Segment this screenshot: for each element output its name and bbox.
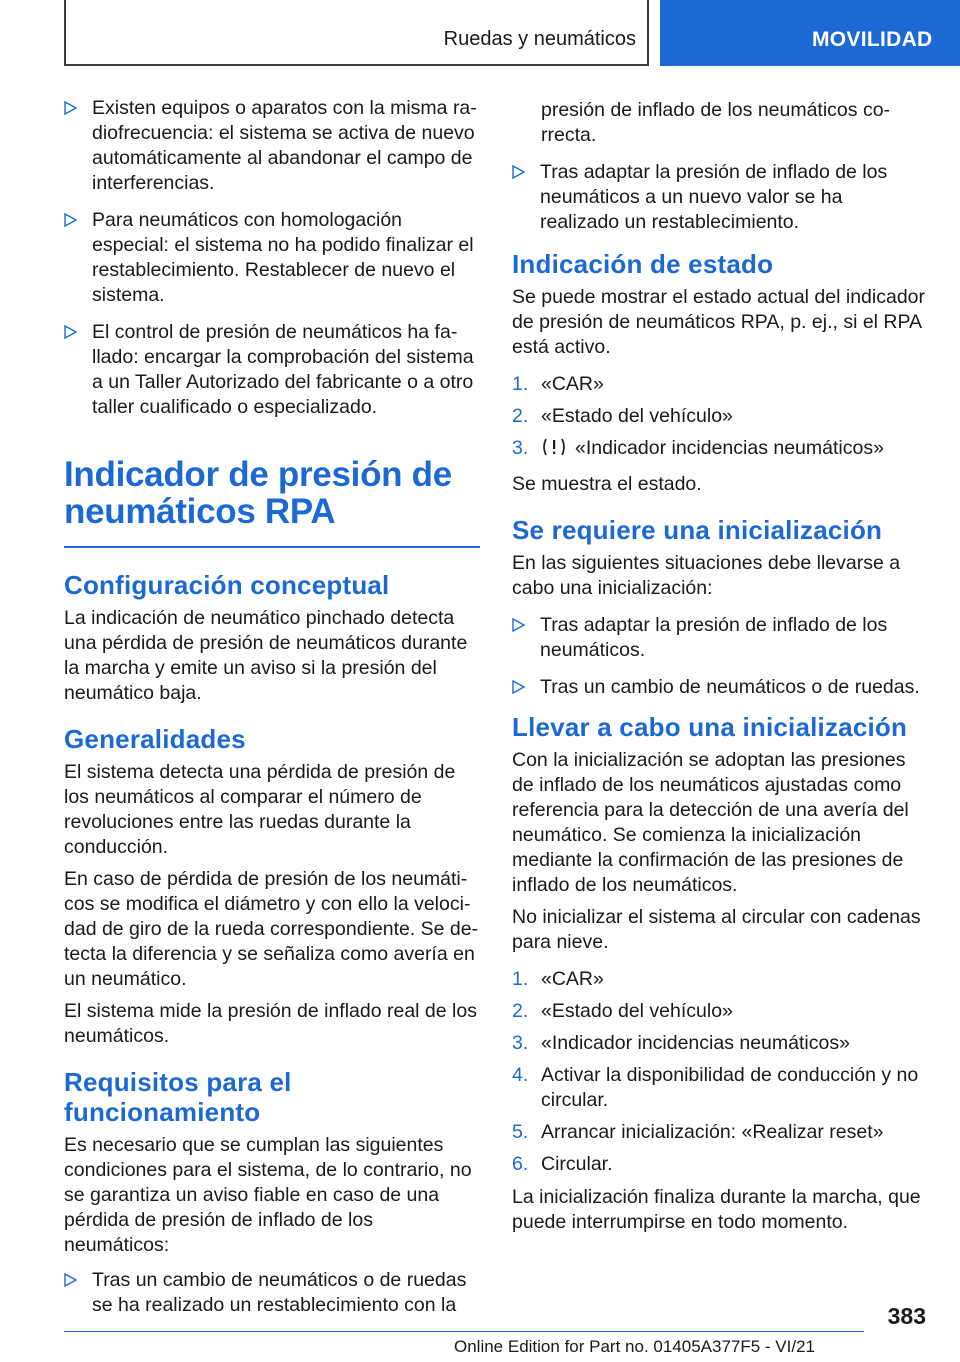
page-number: 383 [887, 1303, 926, 1329]
header-bottom-rule [64, 64, 649, 66]
paragraph: Es necesario que se cumplan las siguientes condiciones para el sistema, de lo contrario, no se garantiza un aviso fiable en caso de una pérdida de presión de inflado de los neumáticos: [64, 1134, 472, 1256]
bullet-list-requiere [512, 613, 926, 700]
list-item [512, 999, 926, 1024]
bullet-list-requisitos [64, 1268, 480, 1318]
step-number: 1. [512, 968, 529, 990]
list-item [512, 404, 926, 429]
header-separator [647, 0, 649, 66]
paragraph: La inicialización finaliza durante la marcha, que puede interrumpirse en todo momento. [512, 1186, 921, 1233]
list-item-text: Para neumáticos con homologación especial: el sistema no ha podido finalizar el restablecimiento. Restablecer de nuevo el sistema. [92, 209, 474, 306]
bullet-list-cont [512, 160, 926, 235]
footer-rule [64, 1331, 864, 1332]
triangle-bullet-icon [64, 1273, 78, 1287]
list-item-text: Tras un cambio de neumáticos o de ruedas se ha realizado un restablecimiento con la [92, 1269, 467, 1316]
steps-llevar [512, 967, 926, 1177]
list-item-text: El control de presión de neumáticos ha fallado: encargar la comprobación del sistema a un Taller Autorizado del fabricante o a otro taller cualificado o especializado. [92, 321, 474, 418]
step-number: 6. [512, 1153, 529, 1175]
chapter-heading: Indicador de presión de neumáticos RPA [64, 455, 452, 531]
list-item [512, 1152, 926, 1177]
paragraph: Con la inicialización se adoptan las presiones de inflado de los neumáticos ajustadas como referencia para la detección de una avería del neumático. Se comienza la inicialización mediante la confirmación de las presiones de inflado de los neumáticos. [512, 749, 909, 896]
triangle-bullet-icon [512, 680, 526, 694]
step-text: «Estado del vehículo» [541, 1000, 733, 1022]
list-item [64, 208, 480, 308]
list-item [512, 160, 926, 235]
list-item [512, 675, 926, 700]
step-number: 2. [512, 1000, 529, 1022]
paragraph: El sistema mide la presión de inflado real de los neumáticos. [64, 1000, 477, 1047]
triangle-bullet-icon [64, 213, 78, 227]
section-title: Ruedas y neumáticos [443, 28, 636, 50]
right-column [512, 98, 926, 1242]
list-item [512, 967, 926, 992]
paragraph: En caso de pérdida de presión de los neumáticos se modifica el diámetro y con ello la velocidad de giro de la rueda correspondiente. Se detecta la diferencia y se señaliza como avería en un neumático. [64, 868, 479, 990]
paragraph: El sistema detecta una pérdida de presión de los neumáticos al comparar el número de revoluciones entre las ruedas durante la conducción. [64, 761, 456, 858]
step-text: «Indicador incidencias neumáticos» [575, 437, 884, 459]
heading-llevar: Llevar a cabo una inicialización [512, 712, 908, 742]
list-item [64, 96, 480, 196]
step-number: 5. [512, 1121, 529, 1143]
paragraph: Se muestra el estado. [512, 473, 702, 495]
heading-generalidades: Generalidades [64, 724, 246, 754]
heading-rule [64, 546, 480, 548]
step-number: 3. [512, 437, 529, 459]
list-item [512, 1031, 926, 1056]
step-text: Activar la disponibilidad de conducción y no circular. [541, 1064, 919, 1111]
list-item [512, 1120, 926, 1145]
paragraph: En las siguientes situaciones debe llevarse a cabo una inicialización: [512, 552, 901, 599]
paragraph: La indicación de neumático pinchado detecta una pérdida de presión de neumáticos durante la marcha y emite un aviso si la presión del neumático baja. [64, 607, 468, 704]
step-number: 1. [512, 373, 529, 395]
list-item-text: Tras un cambio de neumáticos o de ruedas. [540, 676, 920, 698]
paragraph: No inicializar el sistema al circular con cadenas para nieve. [512, 906, 921, 953]
left-column [64, 96, 480, 1318]
edition-note: Online Edition for Part no. 01405A377F5 - VI/21 [454, 1337, 816, 1356]
step-number: 4. [512, 1064, 529, 1086]
list-item [512, 436, 926, 464]
list-item [512, 1063, 926, 1113]
list-item-text: Existen equipos o aparatos con la misma radiofrecuencia: el sistema se activa de nuevo automáticamente al abandonar el campo de interferencias. [92, 97, 477, 194]
list-item-text: Tras adaptar la presión de inflado de los neumáticos. [540, 614, 888, 661]
step-text: «CAR» [541, 968, 604, 990]
step-text: «CAR» [541, 373, 604, 395]
heading-requiere: Se requiere una inicialización [512, 515, 883, 545]
chapter-tab: MOVILIDAD [660, 0, 960, 66]
heading-requisitos: Requisitos para el funcionamiento [64, 1067, 292, 1127]
list-item [64, 1268, 480, 1318]
list-item [512, 372, 926, 397]
step-text: Circular. [541, 1153, 613, 1175]
step-number: 3. [512, 1032, 529, 1054]
list-item [64, 320, 480, 420]
triangle-bullet-icon [64, 325, 78, 339]
triangle-bullet-icon [64, 101, 78, 115]
list-item-text: Tras adaptar la presión de inflado de los neumáticos a un nuevo valor se ha realizado un restablecimiento. [540, 161, 888, 233]
continued-text: presión de inflado de los neumáticos correcta. [541, 99, 891, 146]
steps-estado [512, 372, 926, 464]
triangle-bullet-icon [512, 165, 526, 179]
step-number: 2. [512, 405, 529, 427]
step-text: «Estado del vehículo» [541, 405, 733, 427]
heading-estado: Indicación de estado [512, 249, 774, 279]
step-text: Arrancar inicialización: «Realizar reset» [541, 1121, 884, 1143]
paragraph: Se puede mostrar el estado actual del indicador de presión de neumáticos RPA, p. ej., si el RPA está activo. [512, 286, 926, 358]
heading-configuracion: Configuración conceptual [64, 570, 390, 600]
header-left-rule [64, 0, 66, 66]
triangle-bullet-icon [512, 618, 526, 632]
step-text: «Indicador incidencias neumáticos» [541, 1032, 850, 1054]
list-item [512, 613, 926, 663]
bullet-list-top [64, 96, 480, 420]
tire-pressure-warning-icon [541, 437, 567, 464]
